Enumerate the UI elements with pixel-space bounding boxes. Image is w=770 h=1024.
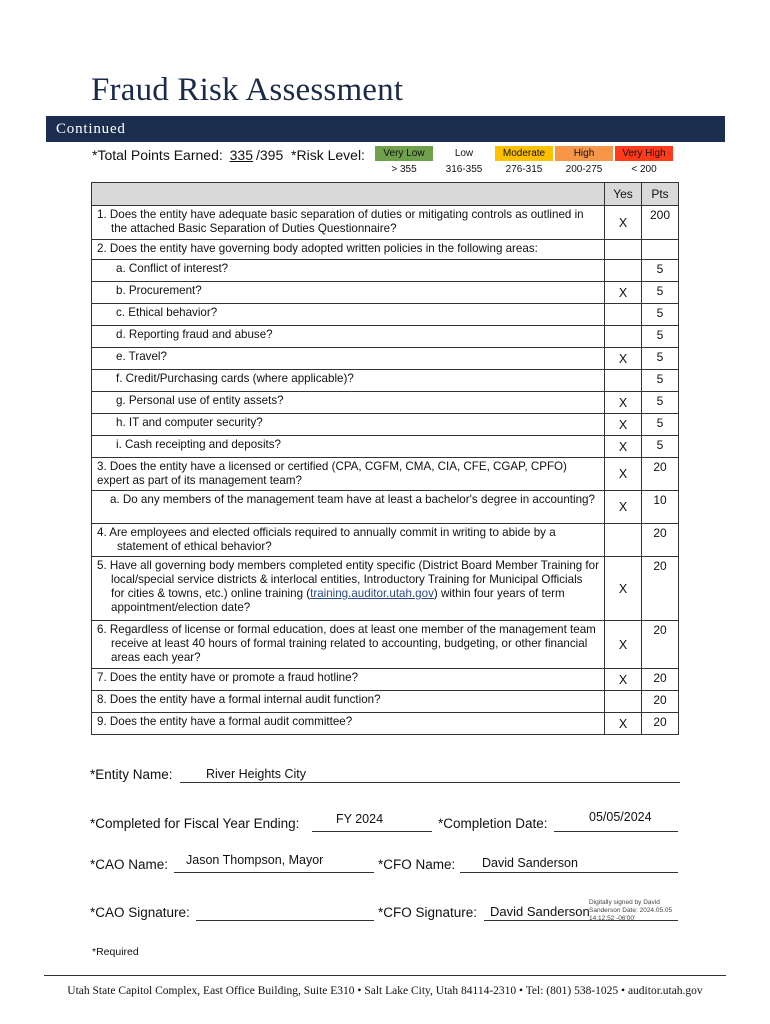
risk-range: < 200: [631, 164, 657, 175]
question-text-part: 5. Have all governing body members completed entity specific (District Board Member Training for local/special service districts & interlocal entities, Introductory Training for Municipal Officials for cities & towns, etc.) online training (: [97, 559, 599, 600]
table-row: [92, 260, 679, 282]
points-label: *Total Points Earned:: [92, 147, 223, 163]
yes-cell[interactable]: X: [605, 458, 642, 491]
footer-divider: [44, 975, 726, 976]
cao-signature-label: *CAO Signature:: [90, 905, 190, 920]
question-text: 4. Are employees and elected officials required to annually commit in writing to abide by a statement of ethical behavior?: [97, 526, 556, 553]
required-note: *Required: [92, 946, 139, 958]
table-row: [92, 458, 679, 491]
pts-cell: 20: [642, 557, 679, 621]
table-row: [92, 240, 679, 260]
question-text: b. Procurement?: [92, 282, 605, 304]
yes-cell[interactable]: X: [605, 348, 642, 370]
table-header: [92, 183, 679, 206]
question-text: d. Reporting fraud and abuse?: [92, 326, 605, 348]
yes-cell[interactable]: X: [605, 491, 642, 524]
risk-legend-low: [435, 146, 493, 175]
table-row: [92, 304, 679, 326]
risk-range: 316-355: [445, 164, 483, 175]
pts-cell: 5: [642, 260, 679, 282]
question-text: f. Credit/Purchasing cards (where applicable)?: [92, 370, 605, 392]
question-text: [97, 559, 599, 615]
yes-cell[interactable]: X: [605, 557, 642, 621]
table-row: [92, 621, 679, 669]
pts-cell: 5: [642, 414, 679, 436]
pts-cell: 5: [642, 304, 679, 326]
page-footer: Utah State Capitol Complex, East Office Building, Suite E310 • Salt Lake City, Utah 84114-2310 • Tel: (801) 538-1025 • auditor.utah.gov: [67, 985, 703, 997]
pts-cell: 20: [642, 713, 679, 735]
question-text: h. IT and computer security?: [92, 414, 605, 436]
cao-name-label: *CAO Name:: [90, 857, 169, 872]
yes-cell[interactable]: X: [605, 282, 642, 304]
table-row: [92, 557, 679, 621]
cfo-name-value: David Sanderson: [482, 856, 578, 870]
table-row: [92, 436, 679, 458]
pts-cell: 20: [642, 669, 679, 691]
assessment-table: [91, 182, 679, 735]
table-row: [92, 524, 679, 557]
completion-date-label: *Completion Date:: [438, 816, 548, 831]
risk-swatch: Very High: [615, 146, 673, 161]
risk-legend-very-low: [375, 146, 433, 175]
question-text: c. Ethical behavior?: [92, 304, 605, 326]
pts-cell: 5: [642, 436, 679, 458]
fiscal-year-label: *Completed for Fiscal Year Ending:: [90, 816, 300, 831]
risk-swatch: Moderate: [495, 146, 553, 161]
yes-cell[interactable]: X: [605, 621, 642, 669]
yes-cell[interactable]: [605, 691, 642, 713]
pts-cell: 20: [642, 524, 679, 557]
question-text: 9. Does the entity have a formal audit committee?: [92, 713, 605, 735]
table-row: [92, 713, 679, 735]
cfo-name-label: *CFO Name:: [378, 857, 456, 872]
pts-cell: 200: [642, 206, 679, 240]
question-text: e. Travel?: [92, 348, 605, 370]
pts-cell: 5: [642, 392, 679, 414]
table-row: [92, 326, 679, 348]
cao-signature-field[interactable]: [196, 904, 374, 921]
question-text-part: ) within four years of term appointment/election date?: [111, 587, 565, 614]
pts-cell: 20: [642, 691, 679, 713]
risk-swatch: Very Low: [375, 146, 433, 161]
question-text: a. Do any members of the management team have at least a bachelor's degree in accounting?: [110, 493, 595, 506]
question-text: 7. Does the entity have or promote a fraud hotline?: [92, 669, 605, 691]
question-text: 6. Regardless of license or formal education, does at least one member of the management team receive at least 40 hours of formal training related to accounting, budgeting, or other financial areas each year?: [97, 623, 596, 664]
table-row: [92, 348, 679, 370]
question-text: i. Cash receipting and deposits?: [92, 436, 605, 458]
entity-name-value: River Heights City: [206, 767, 307, 781]
table-row: [92, 491, 679, 524]
points-summary: [92, 147, 365, 163]
table-row: [92, 392, 679, 414]
risk-range: 200-275: [565, 164, 603, 175]
table-row: [92, 370, 679, 392]
question-text: a. Conflict of interest?: [92, 260, 605, 282]
yes-cell[interactable]: [605, 524, 642, 557]
yes-cell[interactable]: [605, 260, 642, 282]
risk-legend-moderate: [495, 146, 553, 175]
entity-name-label: *Entity Name:: [90, 767, 173, 782]
table-row: [92, 669, 679, 691]
pts-cell: 5: [642, 370, 679, 392]
risk-level-label: *Risk Level:: [291, 147, 365, 163]
question-text: g. Personal use of entity assets?: [92, 392, 605, 414]
yes-cell[interactable]: X: [605, 713, 642, 735]
points-total: /395: [256, 147, 284, 163]
yes-cell[interactable]: [605, 240, 642, 260]
table-row: [92, 414, 679, 436]
pts-cell: [642, 240, 679, 260]
page-title: Fraud Risk Assessment: [91, 72, 404, 108]
yes-cell[interactable]: X: [605, 669, 642, 691]
risk-swatch: High: [555, 146, 613, 161]
pts-cell: 20: [642, 621, 679, 669]
question-text: 8. Does the entity have a formal internal audit function?: [92, 691, 605, 713]
risk-legend-high: [555, 146, 613, 175]
cfo-signature-label: *CFO Signature:: [378, 905, 478, 920]
risk-swatch: Low: [435, 146, 493, 161]
yes-cell[interactable]: X: [605, 436, 642, 458]
pts-cell: 5: [642, 348, 679, 370]
cfo-signature-value: David Sanderson: [490, 904, 590, 919]
col-pts-header: Pts: [642, 183, 679, 206]
question-text: 3. Does the entity have a licensed or certified (CPA, CGFM, CMA, CIA, CFE, CGAP, CPFO) expert as part of its management team?: [92, 458, 605, 491]
training-link[interactable]: training.auditor.utah.gov: [310, 587, 434, 600]
col-yes-header: Yes: [605, 183, 642, 206]
yes-cell[interactable]: X: [605, 206, 642, 240]
table-row: [92, 282, 679, 304]
digital-signature-note: Digitally signed by David Sanderson Date: 2024.05.05 14:12:52 -06'00': [589, 899, 673, 922]
pts-cell: 5: [642, 326, 679, 348]
table-row: [92, 691, 679, 713]
question-text: 1. Does the entity have adequate basic separation of duties or mitigating controls as outlined in the attached Basic Separation of Duties Questionnaire?: [97, 208, 584, 235]
question-text: 2. Does the entity have governing body adopted written policies in the following areas:: [92, 240, 605, 260]
yes-cell[interactable]: [605, 326, 642, 348]
risk-range: 276-315: [505, 164, 543, 175]
yes-cell[interactable]: X: [605, 414, 642, 436]
yes-cell[interactable]: [605, 304, 642, 326]
risk-legend-very-high: [615, 146, 673, 175]
cao-name-value: Jason Thompson, Mayor: [186, 853, 324, 867]
completion-date-value: 05/05/2024: [589, 810, 652, 824]
section-banner: Continued: [46, 116, 725, 142]
risk-range: > 355: [391, 164, 417, 175]
pts-cell: 5: [642, 282, 679, 304]
yes-cell[interactable]: [605, 370, 642, 392]
points-earned: 335: [229, 147, 253, 163]
fiscal-year-value: FY 2024: [336, 812, 384, 826]
yes-cell[interactable]: X: [605, 392, 642, 414]
pts-cell: 10: [642, 491, 679, 524]
table-row: [92, 206, 679, 240]
pts-cell: 20: [642, 458, 679, 491]
